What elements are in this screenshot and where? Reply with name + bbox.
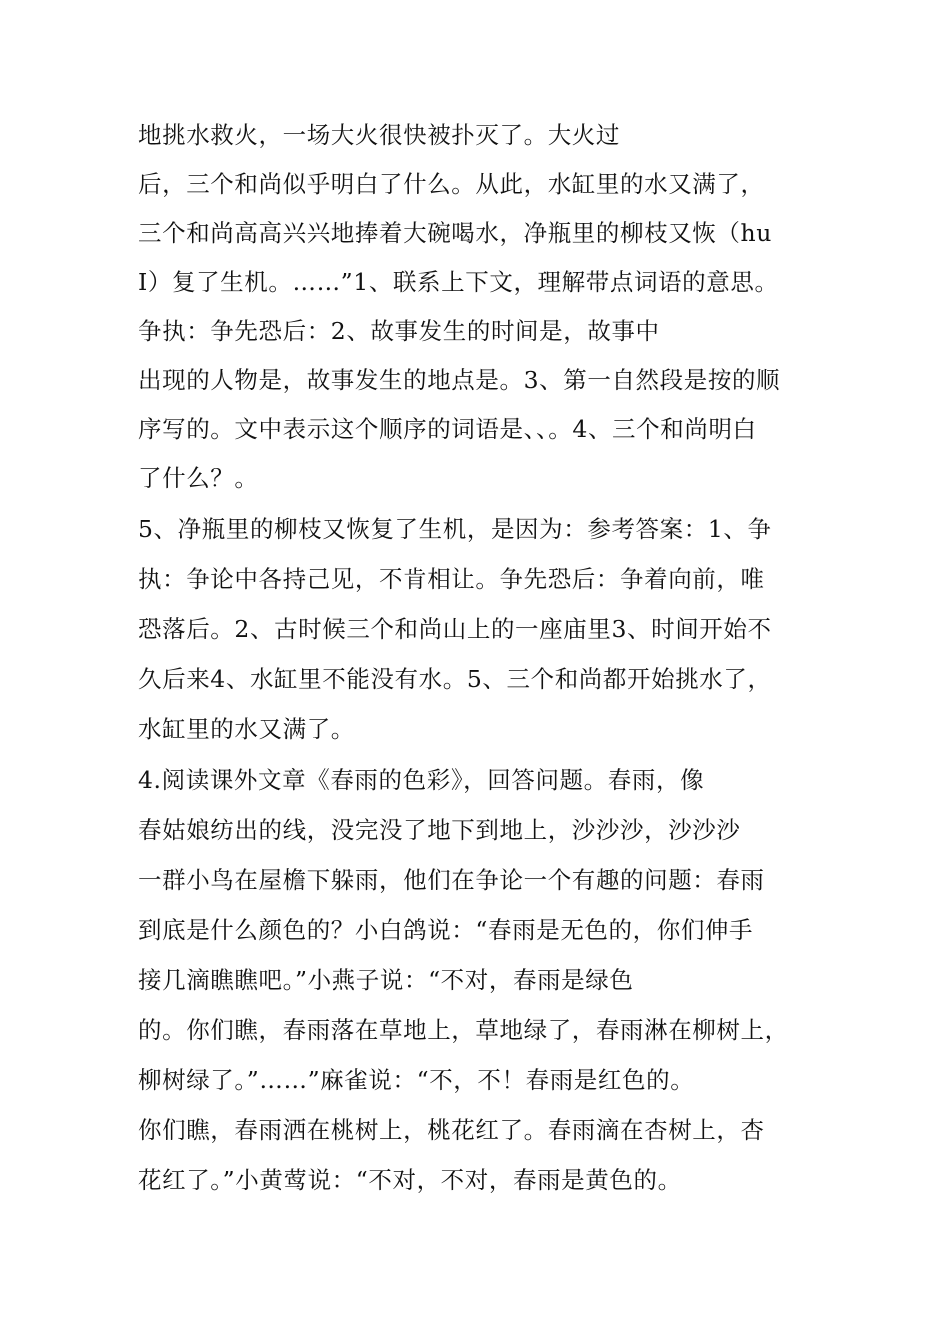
text-line: 了什么？。	[138, 464, 259, 492]
text-line: 久后来4、水缸里不能没有水。5、三个和尚都开始挑水了，	[138, 665, 772, 693]
text-line: 后，三个和尚似乎明白了什么。从此，水缸里的水又满了，	[138, 170, 765, 198]
text-line: 争执：争先恐后：2、故事发生的时间是，故事中	[138, 317, 660, 345]
text-line: 到底是什么颜色的？小白鸽说：“春雨是无色的，你们伸手	[138, 916, 754, 944]
text-line: 水缸里的水又满了。	[138, 715, 355, 743]
text-line: 春姑娘纺出的线，没完没了地下到地上，沙沙沙，沙沙沙	[138, 816, 741, 844]
text-line: 4.阅读课外文章《春雨的色彩》，回答问题。春雨，像	[138, 766, 705, 794]
text-line: 一群小鸟在屋檐下躲雨，他们在争论一个有趣的问题：春雨	[138, 866, 765, 894]
text-line: 恐落后。2、古时候三个和尚山上的一座庙里3、时间开始不	[138, 615, 772, 643]
text-line: 执：争论中各持己见，不肯相让。争先恐后：争着向前，唯	[138, 565, 765, 593]
text-line: 你们瞧，春雨洒在桃树上，桃花红了。春雨滴在杏树上，杏	[138, 1116, 765, 1144]
text-line: 5、净瓶里的柳枝又恢复了生机，是因为：参考答案：1、争	[138, 515, 772, 543]
text-line: 地挑水救火，一场大火很快被扑灭了。大火过	[138, 121, 620, 149]
text-line: 接几滴瞧瞧吧。”小燕子说：“不对，春雨是绿色	[138, 966, 634, 994]
text-line: I）复了生机。……”1、联系上下文，理解带点词语的意思。	[138, 268, 779, 296]
text-line: 三个和尚高高兴兴地捧着大碗喝水，净瓶里的柳枝又恢（hu	[138, 219, 772, 247]
text-line: 的。你们瞧，春雨落在草地上，草地绿了，春雨淋在柳树上，	[138, 1016, 789, 1044]
text-line: 序写的。文中表示这个顺序的词语是、、。4、三个和尚明白	[138, 415, 757, 443]
text-line: 花红了。”小黄莺说：“不对，不对，春雨是黄色的。	[138, 1166, 682, 1194]
text-line: 出现的人物是，故事发生的地点是。3、第一自然段是按的顺	[138, 366, 781, 394]
text-line: 柳树绿了。”……”麻雀说：“不，不！春雨是红色的。	[138, 1066, 695, 1094]
